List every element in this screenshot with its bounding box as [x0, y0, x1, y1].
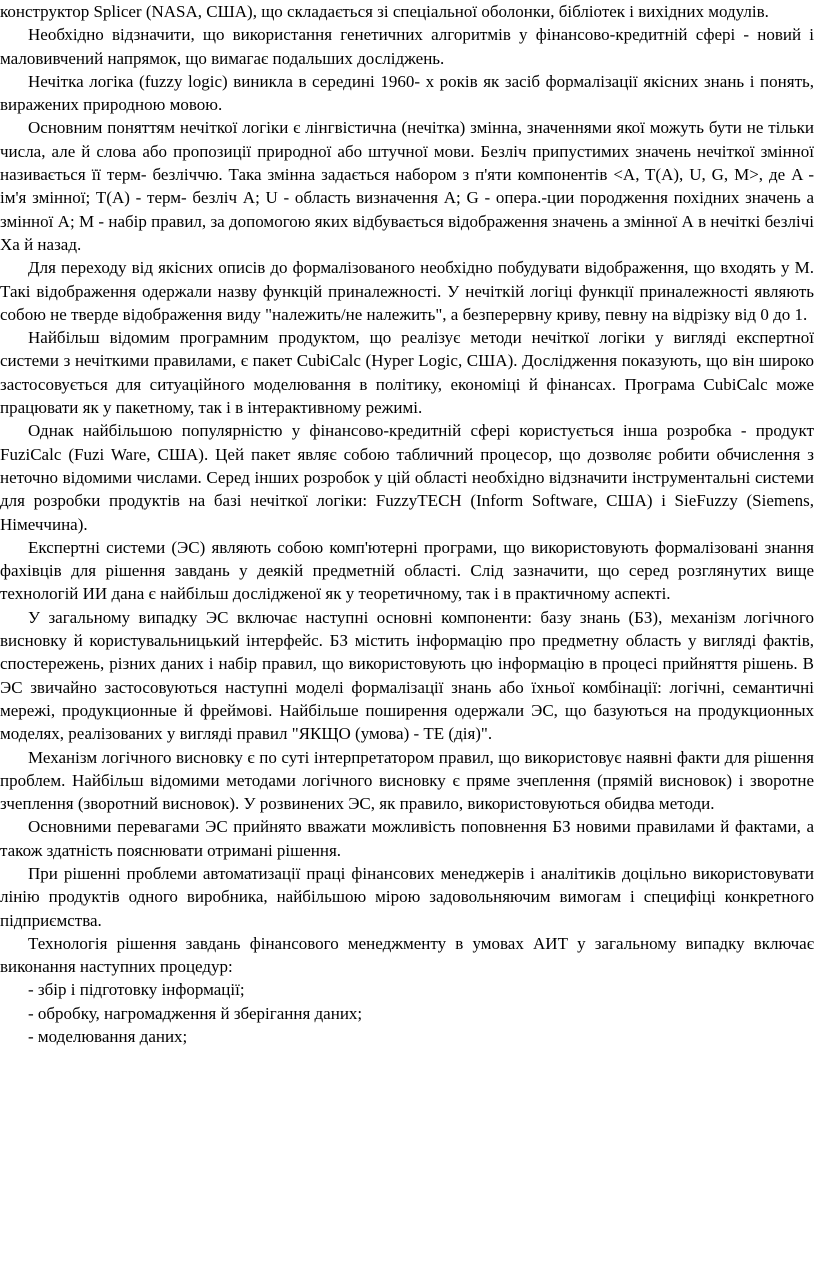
- paragraph: Основним поняттям нечіткої логіки є лінгвістична (нечітка) змінна, значеннями якої можуть бути не тільки числа, але й слова або пропозиції природної або штучної мови. Безліч припустимих значень нечіткої змінної називається її терм- безліччю. Така змінна задається набором з п'яти компонентів <A, T(A), U, G, M>, де A - ім'я змінної; T(A) - терм- безліч A; U - область визначення A; G - опера.-ции породження похідних значень а змінної А; М - набір правил, за допомогою яких відбувається відображення значень а змінної А в нечіткі безлічі Ха й назад.: [0, 118, 814, 254]
- list-item: - моделювання даних;: [28, 1027, 188, 1047]
- paragraph: При рішенні проблеми автоматизації праці фінансових менеджерів і аналітиків доцільно використовувати лінію продуктів одного виробника, найбільшою мірою задовольняючим вимогам і специфіці конкретного підприємства.: [0, 863, 814, 930]
- paragraph: Основними перевагами ЭС прийнято вважати можливість поповнення БЗ новими правилами й фактами, а також здатність пояснювати отримані рішення.: [0, 817, 814, 860]
- list-item: - збір і підготовку інформації;: [28, 980, 245, 1000]
- paragraph: конструктор Splicer (NASA, США), що складається зі спеціальної оболонки, бібліотек і вихідних модулів.: [0, 2, 769, 21]
- paragraph: У загальному випадку ЭС включає наступні основні компоненти: базу знань (БЗ), механізм логічного висновку й користувальницький інтерфейс. БЗ містить інформацію про предметну область у вигляді фактів, спостережень, різних даних і набір правил, що використовують цю інформацію в процесі прийняття рішень. В ЭС звичайно застосовуються наступні моделі формалізації знань або їхньої комбінації: логічні, семантичні мережі, продукционные й фреймові. Найбільше поширення одержали ЭС, що базуються на продукционных моделях, реалізованих у вигляді правил "ЯКЩО (умова) - ТЕ (дія)".: [0, 607, 814, 744]
- paragraph: Найбільш відомим програмним продуктом, що реалізує методи нечіткої логіки у вигляді експертної системи з нечіткими правилами, є пакет CubiCalc (Hyper Logic, США). Дослідження показують, що він широко застосовується для ситуаційного моделювання в політику, економіці й фінансах. Програма CubiCalc може працювати як у пакетному, так і в інтерактивному режимі.: [0, 328, 814, 418]
- paragraph: Механізм логічного висновку є по суті інтерпретатором правил, що використовує наявні факти для рішення проблем. Найбільш відомими методами логічного висновку є пряме зчеплення (прямій висновок) і зворотне зчеплення (зворотний висновок). У розвинених ЭС, як правило, використовуються обидва методи.: [0, 747, 814, 814]
- list-item: - обробку, нагромадження й зберігання даних;: [28, 1003, 363, 1023]
- paragraph: Для переходу від якісних описів до формалізованого необхідно побудувати відображення, що входять у М. Такі відображення одержали назву функцій приналежності. У нечіткій логіці функції приналежності являють собою не тверде відображення виду "належить/не належить", а безперервну криву, певну на відрізку від 0 до 1.: [0, 258, 814, 324]
- paragraph: Експертні системи (ЭС) являють собою комп'ютерні програми, що використовують формалізовані знання фахівців для рішення завдань у деякій предметній області. Слід зазначити, що серед розглянутих вище технологій ИИ дана є найбільш дослідженої як у теоретичному, так і в практичному аспекті.: [0, 537, 814, 604]
- paragraph: Однак найбільшою популярністю у фінансово-кредитній сфері користується інша розробка - продукт FuziCalc (Fuzi Ware, США). Цей пакет являє собою табличний процесор, що дозволяє робити обчислення з неточно відомими числами. Серед інших розробок у цій області необхідно відзначити інструментальні системи для розробки продуктів на базі нечіткої логіки: FuzzyTECH (Inform Software, США) і SieFuzzy (Siemens, Німеччина).: [0, 421, 814, 534]
- paragraph: Необхідно відзначити, що використання генетичних алгоритмів у фінансово-кредитній сфері - новий і маловивчений напрямок, що вимагає подальших досліджень.: [0, 25, 814, 68]
- paragraph: Технологія рішення завдань фінансового менеджменту в умовах АИТ у загальному випадку включає виконання наступних процедур:: [0, 933, 814, 977]
- paragraph: Нечітка логіка (fuzzy logic) виникла в середині 1960- х років як засіб формалізації якісних знань і понять, виражених природною мовою.: [0, 71, 814, 115]
